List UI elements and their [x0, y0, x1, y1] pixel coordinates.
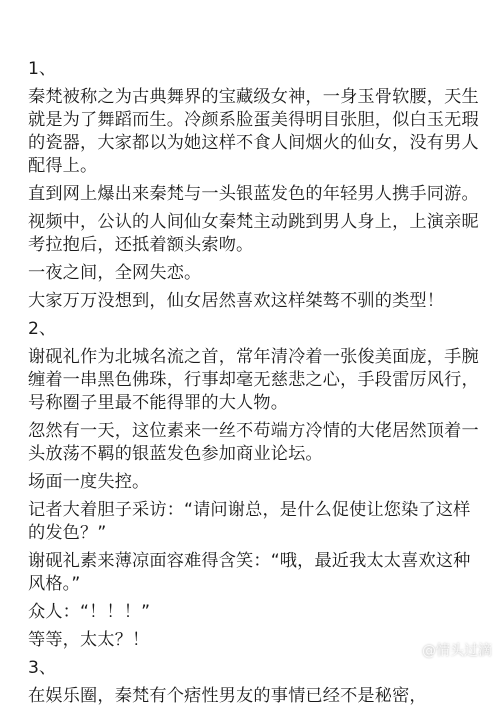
- paragraph: 直到网上爆出来秦梵与一头银蓝发色的年轻男人携手同游。: [28, 184, 479, 204]
- watermark: [404, 640, 492, 660]
- paragraph: 忽然有一天，这位素来一丝不苟端方冷情的大佬居然顶着一头放荡不羁的银蓝发色参加商业论坛。: [28, 421, 479, 464]
- section-number: 1、: [28, 59, 57, 79]
- watermark-logo-icon: [404, 643, 418, 657]
- paragraph: 等等，太太？！: [28, 630, 150, 650]
- section-number: 3、: [28, 658, 57, 678]
- paragraph: 视频中，公认的人间仙女秦梵主动跳到男人身上，上演亲昵考拉抱后，还抵着额头索吻。: [28, 212, 479, 255]
- paragraph: 谢砚礼素来薄凉面容难得含笑：“哦，最近我太太喜欢这种风格。”: [28, 551, 471, 594]
- paragraph: 大家万万没想到，仙女居然喜欢这样桀骜不驯的类型！: [28, 291, 445, 311]
- paragraph: 众人：“！！！”: [28, 602, 151, 622]
- paragraph: 秦梵被称之为古典舞界的宝藏级女神，一身玉骨软腰，天生就是为了舞蹈而生。冷颜系脸蛋美得明目张胆，似白玉无瑕的瓷器，大家都以为她这样不食人间烟火的仙女，没有男人配得上。: [28, 87, 479, 176]
- watermark-text: @情头过滴: [422, 643, 492, 659]
- paragraph: 场面一度失控。: [28, 472, 150, 492]
- paragraph: 在娱乐圈，秦梵有个痞性男友的事情已经不是秘密，: [28, 686, 427, 706]
- paragraph: 一夜之间，全网失恋。: [28, 263, 202, 283]
- section-number: 2、: [28, 319, 57, 339]
- paragraph: 谢砚礼作为北城名流之首，常年清冷着一张俊美面庞，手腕缠着一串黑色佛珠，行事却毫无慈悲之心，手段雷厉风行，号称圈子里最不能得罪的大人物。: [28, 347, 479, 413]
- paragraph: 记者大着胆子采访：“请问谢总，是什么促使让您染了这样的发色？”: [28, 500, 471, 543]
